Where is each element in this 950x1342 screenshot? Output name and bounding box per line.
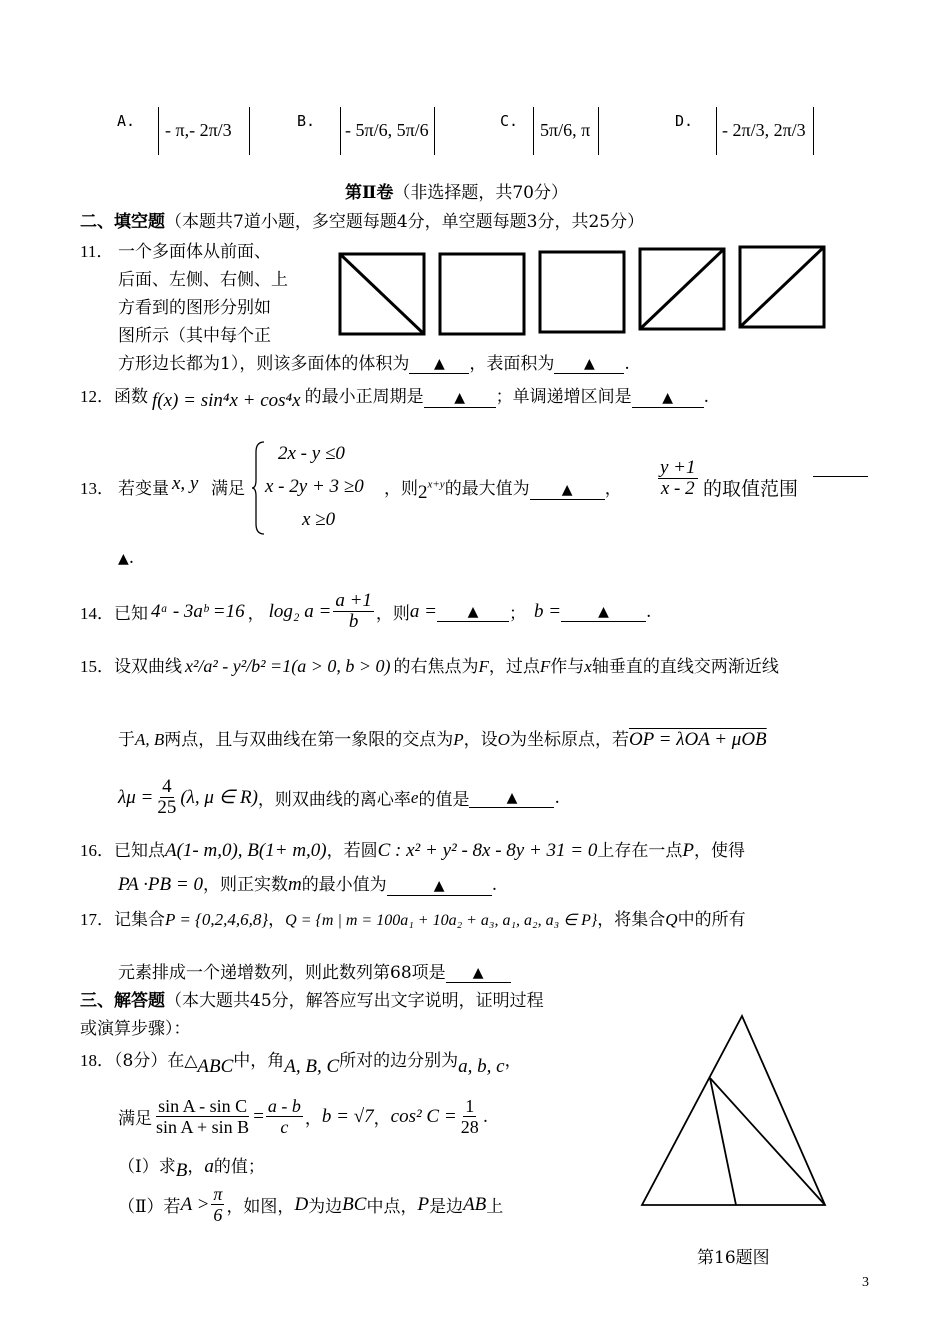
q17-set-q: Q = {m | m = 100a₁ + 10a₂ + a₃, a₁, a₂, a₃ ∈ P}: [285, 912, 598, 929]
option-b-expr: - 5π/6, 5π/6: [345, 120, 429, 140]
q15-line2: 于A, B两点，且与双曲线在第一象限的交点为P，设O为坐标原点，若OP = λOA + μOB: [118, 729, 767, 750]
q11-volume-text: 方形边长都为1），则该多面体的体积为: [118, 354, 410, 374]
section2-desc: （本题共7道小题，多空题每题4分，单空题每题3分，共25分）: [165, 212, 645, 232]
q12-interval-blank: ▲: [632, 388, 704, 408]
view-top: [738, 245, 828, 331]
q14-fraction: $\frac{a +1}{b}$: [335, 590, 372, 632]
q15-eccentricity-blank: ▲: [469, 788, 554, 808]
option-b-label: B.: [297, 112, 316, 130]
q11-surface-blank: ▲: [554, 354, 624, 374]
page-number: 3: [862, 1275, 869, 1290]
option-a-label: A.: [117, 112, 136, 130]
q14-log: log₂ a =: [268, 600, 332, 622]
q14-var-a: a =: [409, 600, 437, 622]
q18-b-value: b = √7: [321, 1105, 374, 1127]
q16-min-blank: ▲: [387, 876, 492, 896]
q13-range-text: 的取值范围: [703, 478, 799, 500]
q15-fraction: $\frac{4}{25}$: [157, 776, 177, 818]
q16-triangle-figure: [630, 1010, 840, 1215]
q13-row: ，则$2^{x+y}$的最大值为 ▲ ，: [384, 478, 622, 503]
q13-vars: x, y: [172, 473, 199, 494]
figure-caption: 第16题图: [697, 1248, 770, 1268]
q14-equation: 4ᵃ - 3aᵇ =16: [151, 600, 245, 622]
part2-subtitle: （非选择题，共70分）: [393, 183, 568, 203]
option-c-label: C.: [500, 112, 519, 130]
q15-hyperbola: x²/a² - y²/b² =1(a > 0, b > 0): [185, 656, 391, 676]
q14-b-blank: ▲: [561, 602, 646, 622]
q13-range-blank-end: ▲.: [118, 548, 135, 568]
option-d-expr: - 2π/3, 2π/3: [722, 120, 806, 140]
q17-line1: 17．记集合P = {0,2,4,6,8}，Q = {m | m = 100a₁ + 10a₂ + a₃, a₁, a₂, a₃ ∈ P}，将集合Q中的所有: [80, 910, 746, 930]
q13-constraint-2: x - 2y + 3 ≥0: [265, 476, 364, 497]
q16-circle: C : x² + y² - 8x - 8y + 31 = 0: [377, 840, 598, 861]
q13-range-blank: [813, 476, 868, 477]
view-right: [638, 247, 728, 333]
section3-desc2: 或演算步骤）：: [80, 1019, 191, 1039]
q18-line2: 满足 $\frac{\text{sin A - sin C}}{\text{sin A + sin B}}$ = $\frac{a - b}{c}$ ， b = √7 ， cos² C = $\frac{1}{28}$ .: [118, 1096, 489, 1137]
q18-pi-fraction: $\frac{\pi}{6}$: [213, 1184, 223, 1225]
q12-row: 12．函数 f(x) = sin⁴x + cos⁴x 的最小正周期是 ▲ ；单调递增区间是 ▲ .: [80, 387, 709, 411]
q11-line4: 图所示（其中每个正: [118, 326, 271, 346]
q17-answer-blank: ▲: [446, 963, 511, 983]
option-d-label: D.: [675, 112, 694, 130]
q14-a-blank: ▲: [437, 602, 509, 622]
q12-function: f(x) = sin⁴x + cos⁴x: [152, 390, 301, 411]
q11-line1: 一个多面体从前面、: [118, 242, 271, 262]
q13-text-b: 满足: [211, 479, 245, 499]
q13-number: 13．: [80, 479, 114, 498]
q18-part2: （Ⅱ）若 A > $\frac{\pi}{6}$ ，如图， D 为边 BC 中点， P 是边 AB 上: [118, 1184, 504, 1225]
q13-fraction: $\frac{y +1}{x - 2}$: [660, 457, 696, 499]
q18-side-fraction: $\frac{a - b}{c}$: [267, 1096, 301, 1137]
q18-number: 18．: [80, 1051, 114, 1070]
part2-title: 第Ⅱ卷: [345, 183, 394, 203]
view-back: [438, 252, 528, 338]
section3-title: 三、解答题: [80, 991, 165, 1011]
q18-sine-fraction: $\frac{\text{sin A - sin C}}{\text{sin A + sin B}}$: [156, 1096, 250, 1137]
section3-desc: （本大题共45分，解答应写出文字说明，证明过程: [165, 991, 544, 1011]
q16-points: A(1- m,0), B(1+ m,0): [165, 840, 327, 861]
q11-line3: 方看到的图形分别如: [118, 298, 271, 318]
q17-set-p: P = {0,2,4,6,8}: [165, 910, 269, 929]
q13-constraint-1: 2x - y ≤0: [278, 443, 345, 464]
q16-number: 16．: [80, 841, 114, 860]
q15-number: 15．: [80, 657, 114, 676]
q13-max-blank: ▲: [530, 480, 605, 500]
q11-number: 11．: [80, 242, 114, 261]
q16-line2: PA ·PB = 0，则正实数m的最小值为 ▲ .: [118, 874, 498, 895]
section3-heading: [80, 986, 544, 1011]
view-left: [538, 250, 628, 336]
q12-number: 12．: [80, 387, 114, 406]
q11-line2: 后面、左侧、右侧、上: [118, 270, 288, 290]
q11-surface-text: ，表面积为: [469, 354, 555, 374]
view-front: [338, 252, 428, 338]
q15-vector-eq: OP = λOA + μOB: [628, 729, 767, 750]
q15-line3: λμ = $\frac{4}{25}$ (λ, μ ∈ R) ，则双曲线的离心率 e 的值是 ▲ .: [118, 776, 560, 818]
q18-part1: （Ⅰ）求B，a的值；: [118, 1156, 265, 1181]
q17-number: 17．: [80, 910, 114, 929]
q11-volume-blank: ▲: [409, 354, 469, 374]
q16-line1: 16．已知点A(1- m,0), B(1+ m,0)，若圆C : x² + y² - 8x - 8y + 31 = 0上存在一点P，使得: [80, 840, 745, 861]
part2-heading: [345, 178, 568, 203]
q17-line2: 元素排成一个递增数列，则此数列第68项是 ▲: [118, 958, 511, 983]
q13-system-brace: [252, 440, 266, 536]
q14-number: 14．: [80, 604, 114, 623]
q18-line1: 18．（8分）在△ABC中，角A, B, C所对的边分别为a, b, c，: [80, 1051, 522, 1077]
q18-cos-fraction: $\frac{1}{28}$: [460, 1096, 479, 1137]
q13-constraint-3: x ≥0: [302, 509, 336, 530]
q13-power-base: 2: [418, 482, 428, 503]
option-a-expr: - π,- 2π/3: [165, 120, 232, 140]
q15-line1: 15．设双曲线 x²/a² - y²/b² =1(a > 0, b > 0) 的右焦点为F，过点F作与x轴垂直的直线交两渐近线: [80, 656, 779, 677]
option-c-expr: 5π/6, π: [540, 120, 591, 140]
q14-row: 14． 已知 4ᵃ - 3aᵇ =16 ， log₂ a = $\frac{a +1}{b}$ ，则 a = ▲ ； b = ▲ .: [80, 590, 652, 632]
q12-period-blank: ▲: [424, 388, 496, 408]
q11-line5: 方形边长都为1），则该多面体的体积为 ▲ ，表面积为 ▲ .: [118, 354, 630, 374]
section2-heading: [80, 207, 644, 232]
q13-text-a: 若变量: [118, 479, 169, 499]
q14-var-b: b =: [533, 600, 562, 622]
q13-power-exp: x+y: [427, 478, 445, 491]
section2-title: 二、填空题: [80, 212, 165, 232]
